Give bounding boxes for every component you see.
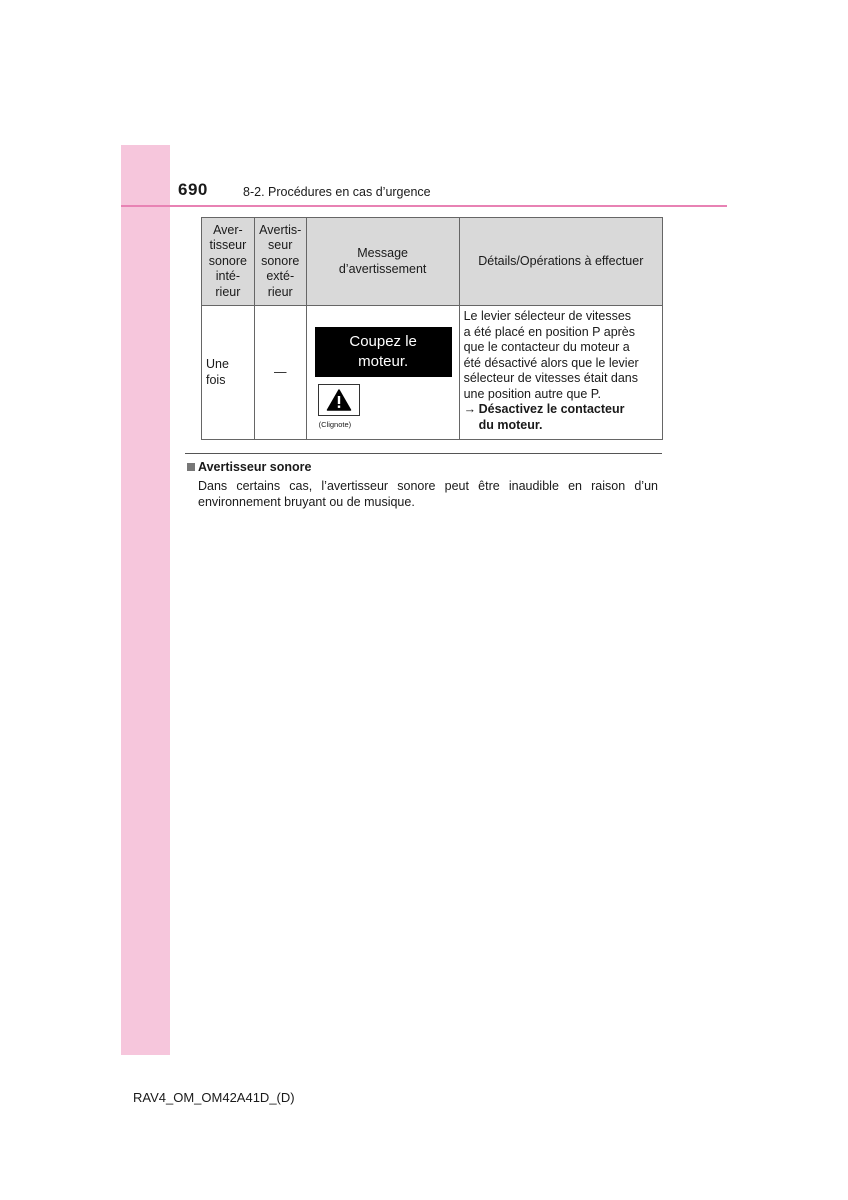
header-warning-message: Message d’avertissement — [306, 218, 459, 306]
table-header-row — [202, 218, 663, 306]
warning-triangle-icon — [318, 384, 360, 416]
note-body: Dans certains cas, l’avertisseur sonore peut être inaudible en raison d’un environnement bruyant ou de musique. — [198, 479, 658, 509]
interior-buzzer-cell: Une fois — [202, 306, 255, 440]
arrow-icon: → — [463, 402, 477, 416]
table-row — [202, 306, 663, 440]
action-instruction: → Désactivez le contacteur du moteur. — [463, 402, 625, 432]
page-number: 690 — [178, 180, 208, 199]
exterior-buzzer-cell: — — [254, 306, 306, 440]
warning-message-cell — [306, 306, 459, 440]
square-bullet-icon — [187, 463, 195, 471]
header-interior-buzzer: Aver- tisseur sonore inté- rieur — [202, 218, 255, 306]
warning-table — [201, 217, 663, 440]
section-title: 8-2. Procédures en cas d’urgence — [243, 185, 431, 199]
blink-label: (Clignote) — [318, 420, 352, 429]
header-rule — [121, 205, 727, 207]
message-display: Coupez le moteur. — [315, 327, 452, 377]
footer-code: RAV4_OM_OM42A41D_(D) — [133, 1090, 295, 1105]
details-cell: Le levier sélecteur de vitesses a été placé en position P après que le contacteur du moteur a été désactivé alors que le levier sélecteur de vitesses était dans une position autre que P. → Désactivez le contacteur du moteur. — [459, 306, 662, 440]
note-divider — [185, 453, 662, 454]
header-exterior-buzzer: Avertis- seur sonore exté- rieur — [254, 218, 306, 306]
side-tab-band — [121, 145, 170, 1055]
header-details: Détails/Opérations à effectuer — [459, 218, 662, 306]
note-heading: Avertisseur sonore — [187, 460, 311, 474]
